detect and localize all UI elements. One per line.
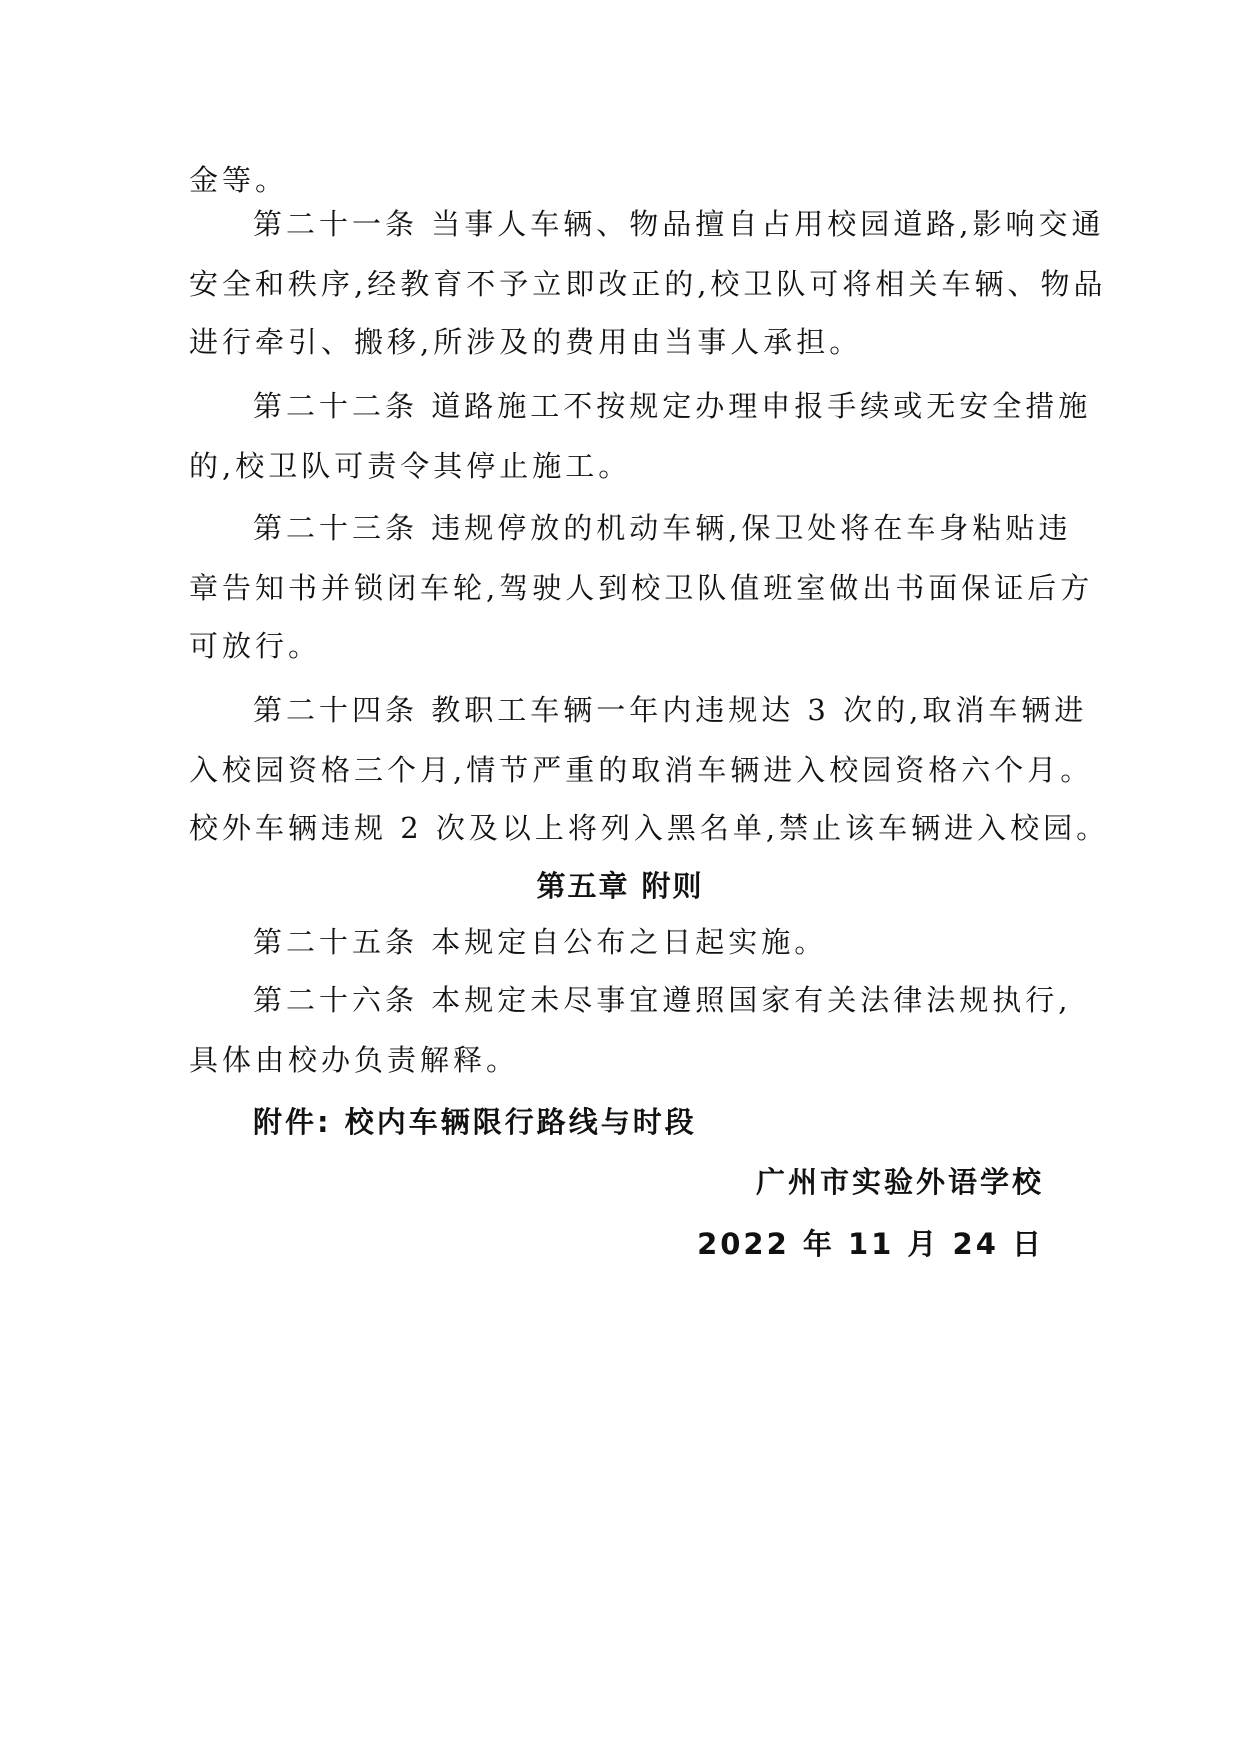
signature-date: 2022 年 11 月 24 日 — [697, 1227, 1044, 1261]
signature-organization: 广州市实验外语学校 — [755, 1165, 1044, 1199]
text-line: 进行牵引、搬移,所涉及的费用由当事人承担。 — [189, 325, 863, 359]
text-line: 的,校卫队可责令其停止施工。 — [189, 449, 632, 483]
text-line: 金等。 — [189, 163, 289, 197]
text-line: 入校园资格三个月,情节严重的取消车辆进入校园资格六个月。 — [189, 753, 1094, 787]
text-line: 具体由校办负责解释。 — [189, 1043, 520, 1077]
article-23-line: 第二十三条 违规停放的机动车辆,保卫处将在车身粘贴违 — [253, 511, 1072, 545]
text-line: 安全和秩序,经教育不予立即改正的,校卫队可将相关车辆、物品 — [189, 267, 1107, 301]
chapter-heading: 第五章 附则 — [536, 869, 704, 903]
article-24-line: 第二十四条 教职工车辆一年内违规达 3 次的,取消车辆进 — [253, 693, 1088, 727]
text-line: 校外车辆违规 2 次及以上将列入黑名单,禁止该车辆进入校园。 — [189, 811, 1110, 845]
article-25-line: 第二十五条 本规定自公布之日起实施。 — [253, 925, 828, 959]
article-22-line: 第二十二条 道路施工不按规定办理申报手续或无安全措施 — [253, 389, 1092, 423]
text-line: 章告知书并锁闭车轮,驾驶人到校卫队值班室做出书面保证后方 — [189, 571, 1094, 605]
article-21-line: 第二十一条 当事人车辆、物品擅自占用校园道路,影响交通 — [253, 207, 1105, 241]
attachment-note: 附件: 校内车辆限行路线与时段 — [253, 1105, 697, 1139]
article-26-line: 第二十六条 本规定未尽事宜遵照国家有关法律法规执行, — [253, 983, 1072, 1017]
text-line: 可放行。 — [189, 629, 322, 663]
